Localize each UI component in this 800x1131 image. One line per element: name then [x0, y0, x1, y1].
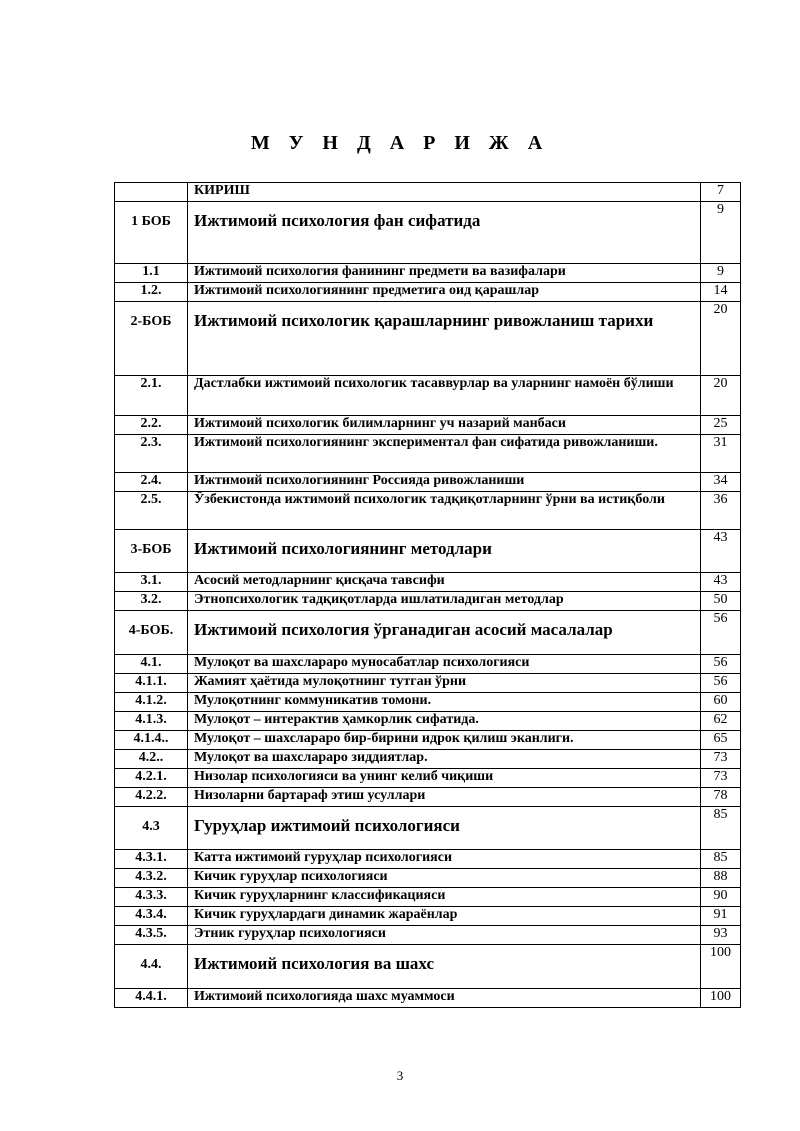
toc-title: Асосий методларнинг қисқача тавсифи — [188, 573, 701, 592]
toc-row — [115, 850, 741, 869]
toc-row — [115, 788, 741, 807]
toc-row — [115, 435, 741, 473]
toc-row — [115, 926, 741, 945]
toc-row — [115, 183, 741, 202]
toc-row — [115, 573, 741, 592]
toc-title: Ижтимоий психология ва шахс — [188, 945, 701, 989]
toc-page: 65 — [701, 731, 741, 750]
toc-chapter-row — [115, 202, 741, 264]
toc-number: 2.3. — [115, 435, 188, 473]
toc-page: 78 — [701, 788, 741, 807]
toc-page: 85 — [701, 850, 741, 869]
toc-title: Жамият ҳаётида мулоқотнинг тутган ўрни — [188, 674, 701, 693]
toc-number: 3.1. — [115, 573, 188, 592]
toc-page: 7 — [701, 183, 741, 202]
toc-page: 100 — [701, 945, 741, 989]
toc-number: 4.3.1. — [115, 850, 188, 869]
toc-page: 56 — [701, 674, 741, 693]
toc-title: Этнопсихологик тадқиқотларда ишлатиладиган методлар — [188, 592, 701, 611]
toc-page: 73 — [701, 769, 741, 788]
toc-row — [115, 693, 741, 712]
toc-title: Ижтимоий психология фан сифатида — [188, 202, 701, 264]
toc-number: 4.2.. — [115, 750, 188, 769]
toc-chapter-row — [115, 302, 741, 376]
table-of-contents — [114, 182, 741, 1008]
toc-title: Мулоқотнинг коммуникатив томони. — [188, 693, 701, 712]
toc-page: 9 — [701, 202, 741, 264]
toc-page: 50 — [701, 592, 741, 611]
toc-number: 4.3.4. — [115, 907, 188, 926]
toc-chapter-row — [115, 945, 741, 989]
toc-page: 14 — [701, 283, 741, 302]
toc-title: Мулоқот – интерактив ҳамкорлик сифатида. — [188, 712, 701, 731]
toc-number: 4.2.1. — [115, 769, 188, 788]
toc-title: Ижтимоий психологиянинг методлари — [188, 530, 701, 573]
toc-row — [115, 283, 741, 302]
toc-page: 60 — [701, 693, 741, 712]
toc-title: Ижтимоий психологияда шахс муаммоси — [188, 989, 701, 1008]
toc-number: 4.1.4.. — [115, 731, 188, 750]
toc-title: Кичик гуруҳлардаги динамик жараёнлар — [188, 907, 701, 926]
toc-row — [115, 473, 741, 492]
toc-row — [115, 492, 741, 530]
toc-chapter-row — [115, 611, 741, 655]
toc-number: 4.3 — [115, 807, 188, 850]
toc-number: 2.4. — [115, 473, 188, 492]
toc-title: Низолар психологияси ва унинг келиб чиқиши — [188, 769, 701, 788]
toc-title: Мулоқот ва шахслараро муносабатлар психологияси — [188, 655, 701, 674]
toc-page: 9 — [701, 264, 741, 283]
toc-row — [115, 750, 741, 769]
toc-page: 90 — [701, 888, 741, 907]
toc-page: 31 — [701, 435, 741, 473]
toc-page: 56 — [701, 655, 741, 674]
toc-title: Мулоқот – шахслараро бир-бирини идрок қилиш эканлиги. — [188, 731, 701, 750]
toc-page: 20 — [701, 302, 741, 376]
toc-number: 4.1.2. — [115, 693, 188, 712]
toc-number: 4.3.2. — [115, 869, 188, 888]
toc-title: Низоларни бартараф этиш усуллари — [188, 788, 701, 807]
toc-number: 1.2. — [115, 283, 188, 302]
toc-number: 4.4.1. — [115, 989, 188, 1008]
toc-row — [115, 869, 741, 888]
toc-page: 56 — [701, 611, 741, 655]
toc-number: 3-БОБ — [115, 530, 188, 573]
toc-number: 4.1. — [115, 655, 188, 674]
toc-number: 2.1. — [115, 376, 188, 416]
toc-page: 20 — [701, 376, 741, 416]
toc-title: КИРИШ — [188, 183, 701, 202]
toc-row — [115, 655, 741, 674]
toc-title: Кичик гуруҳларнинг классификацияси — [188, 888, 701, 907]
toc-row — [115, 264, 741, 283]
toc-page: 36 — [701, 492, 741, 530]
toc-title: Кичик гуруҳлар психологияси — [188, 869, 701, 888]
toc-row — [115, 731, 741, 750]
toc-row — [115, 592, 741, 611]
toc-title: Ижтимоий психология фанининг предмети ва вазифалари — [188, 264, 701, 283]
toc-number: 2-БОБ — [115, 302, 188, 376]
toc-page: 93 — [701, 926, 741, 945]
toc-title: Мулоқот ва шахслараро зиддиятлар. — [188, 750, 701, 769]
toc-title: Ижтимоий психологик билимларнинг уч назарий манбаси — [188, 416, 701, 435]
toc-number: 4.4. — [115, 945, 188, 989]
page-number: 3 — [396, 1068, 404, 1083]
toc-number: 4.3.3. — [115, 888, 188, 907]
toc-row — [115, 769, 741, 788]
toc-page: 85 — [701, 807, 741, 850]
toc-title: Ўзбекистонда ижтимоий психологик тадқиқотларнинг ўрни ва истиқболи — [188, 492, 701, 530]
toc-page: 43 — [701, 530, 741, 573]
toc-number: 2.5. — [115, 492, 188, 530]
toc-number: 4.3.5. — [115, 926, 188, 945]
toc-row — [115, 712, 741, 731]
toc-page: 88 — [701, 869, 741, 888]
toc-chapter-row — [115, 807, 741, 850]
toc-title: Ижтимоий психологик қарашларнинг ривожланиш тарихи — [188, 302, 701, 376]
toc-number: 2.2. — [115, 416, 188, 435]
toc-title: Ижтимоий психологиянинг Россияда ривожланиши — [188, 473, 701, 492]
toc-page: 25 — [701, 416, 741, 435]
toc-number: 1.1 — [115, 264, 188, 283]
toc-page: 100 — [701, 989, 741, 1008]
toc-number: 4-БОБ. — [115, 611, 188, 655]
toc-number — [115, 183, 188, 202]
toc-page: 43 — [701, 573, 741, 592]
toc-title: Ижтимоий психологиянинг предметига оид қарашлар — [188, 283, 701, 302]
toc-title: Этник гуруҳлар психологияси — [188, 926, 701, 945]
toc-title: Ижтимоий психологиянинг экспериментал фан сифатида ривожланиши. — [188, 435, 701, 473]
toc-row — [115, 989, 741, 1008]
toc-title: Катта ижтимоий гуруҳлар психологияси — [188, 850, 701, 869]
toc-row — [115, 416, 741, 435]
toc-row — [115, 674, 741, 693]
toc-number: 1 БОБ — [115, 202, 188, 264]
toc-title: Дастлабки ижтимоий психологик тасаввурлар ва уларнинг намоён бўлиши — [188, 376, 701, 416]
toc-page: 34 — [701, 473, 741, 492]
document-title: М У Н Д А Р И Ж А — [250, 132, 550, 154]
toc-title: Ижтимоий психология ўрганадиган асосий масалалар — [188, 611, 701, 655]
toc-title: Гуруҳлар ижтимоий психологияси — [188, 807, 701, 850]
toc-number: 3.2. — [115, 592, 188, 611]
toc-page: 91 — [701, 907, 741, 926]
toc-page: 62 — [701, 712, 741, 731]
toc-row — [115, 376, 741, 416]
toc-number: 4.1.3. — [115, 712, 188, 731]
toc-number: 4.1.1. — [115, 674, 188, 693]
toc-chapter-row — [115, 530, 741, 573]
toc-row — [115, 888, 741, 907]
toc-number: 4.2.2. — [115, 788, 188, 807]
toc-page: 73 — [701, 750, 741, 769]
toc-row — [115, 907, 741, 926]
